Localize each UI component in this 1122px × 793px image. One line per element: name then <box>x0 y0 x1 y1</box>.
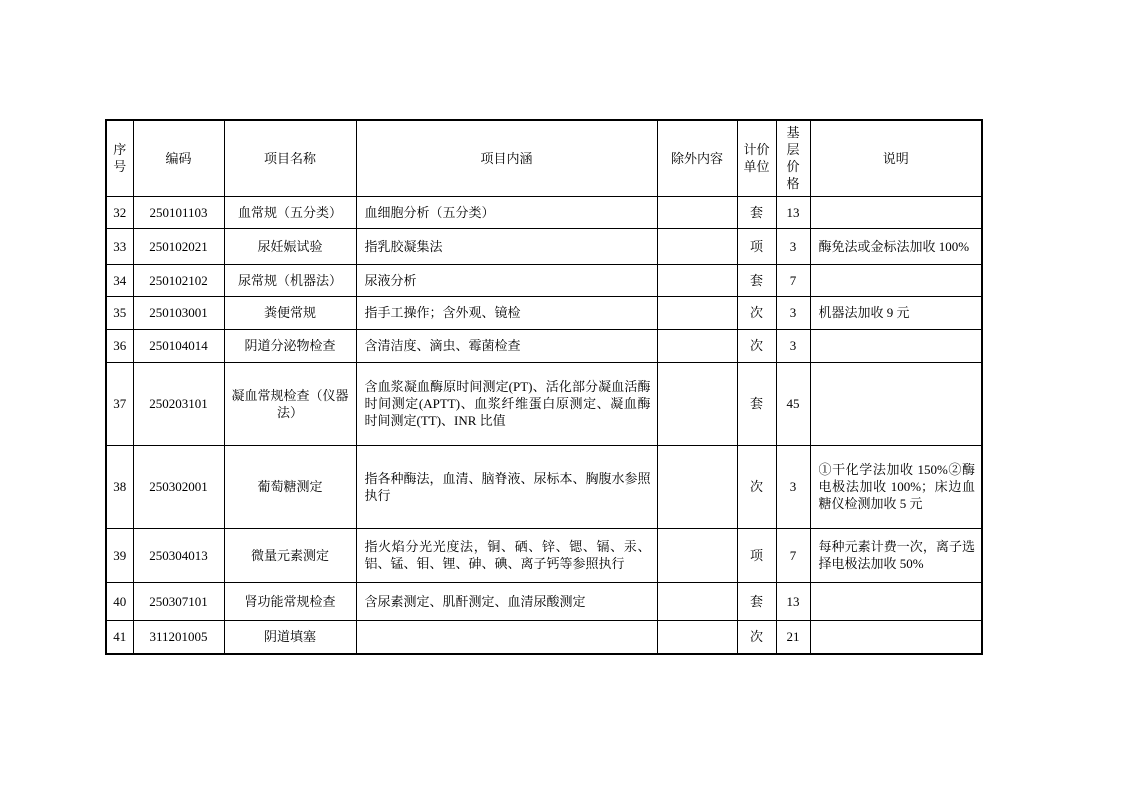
cell-item-content: 尿液分析 <box>356 264 657 296</box>
cell-base-price: 7 <box>776 528 810 582</box>
cell-unit: 项 <box>737 228 776 264</box>
col-header-exclusion <box>657 120 737 196</box>
cell-item-name: 尿妊娠试验 <box>224 228 356 264</box>
cell-code: 250103001 <box>133 296 224 329</box>
cell-note: ①干化学法加收 150%②酶电极法加收 100%；床边血糖仪检测加收 5 元 <box>810 445 982 528</box>
col-header-base-price-label: 基层价格 <box>786 125 800 192</box>
cell-base-price: 3 <box>776 329 810 362</box>
cell-code: 250102102 <box>133 264 224 296</box>
table-row <box>106 296 982 329</box>
col-header-serial <box>106 120 133 196</box>
table-body <box>106 196 982 654</box>
cell-exclusion <box>657 362 737 445</box>
cell-item-content: 指乳胶凝集法 <box>356 228 657 264</box>
cell-base-price: 45 <box>776 362 810 445</box>
cell-exclusion <box>657 329 737 362</box>
cell-serial: 38 <box>106 445 133 528</box>
cell-item-content: 含血浆凝血酶原时间测定(PT)、活化部分凝血活酶时间测定(APTT)、血浆纤维蛋白原测定、凝血酶时间测定(TT)、INR 比值 <box>356 362 657 445</box>
col-header-base-price <box>776 120 810 196</box>
cell-base-price: 7 <box>776 264 810 296</box>
table-row <box>106 445 982 528</box>
cell-base-price: 13 <box>776 582 810 620</box>
cell-unit: 套 <box>737 196 776 228</box>
cell-exclusion <box>657 528 737 582</box>
table-row <box>106 228 982 264</box>
col-header-item-content <box>356 120 657 196</box>
cell-code: 250307101 <box>133 582 224 620</box>
cell-unit: 套 <box>737 362 776 445</box>
cell-item-content: 指手工操作；含外观、镜检 <box>356 296 657 329</box>
cell-note: 机器法加收 9 元 <box>810 296 982 329</box>
cell-unit: 次 <box>737 445 776 528</box>
cell-note <box>810 620 982 654</box>
cell-code: 311201005 <box>133 620 224 654</box>
cell-item-name: 微量元素测定 <box>224 528 356 582</box>
cell-item-name: 尿常规（机器法） <box>224 264 356 296</box>
cell-item-name: 凝血常规检查（仪器法） <box>224 362 356 445</box>
col-header-unit-label: 计价单位 <box>743 142 770 175</box>
table-row <box>106 329 982 362</box>
cell-serial: 41 <box>106 620 133 654</box>
cell-base-price: 3 <box>776 445 810 528</box>
cell-serial: 40 <box>106 582 133 620</box>
cell-item-name: 葡萄糖测定 <box>224 445 356 528</box>
cell-item-name: 阴道分泌物检查 <box>224 329 356 362</box>
cell-item-content <box>356 620 657 654</box>
table-row <box>106 362 982 445</box>
cell-code: 250101103 <box>133 196 224 228</box>
cell-item-name: 血常规（五分类） <box>224 196 356 228</box>
cell-note <box>810 264 982 296</box>
col-header-note-label: 说明 <box>882 150 909 166</box>
cell-item-content: 含清洁度、滴虫、霉菌检查 <box>356 329 657 362</box>
cell-code: 250304013 <box>133 528 224 582</box>
cell-serial: 33 <box>106 228 133 264</box>
cell-base-price: 21 <box>776 620 810 654</box>
cell-code: 250203101 <box>133 362 224 445</box>
col-header-exclusion-label: 除外内容 <box>670 150 723 166</box>
cell-unit: 次 <box>737 620 776 654</box>
cell-item-content: 血细胞分析（五分类） <box>356 196 657 228</box>
cell-exclusion <box>657 196 737 228</box>
cell-note <box>810 329 982 362</box>
cell-base-price: 3 <box>776 296 810 329</box>
medical-service-price-table <box>105 119 983 655</box>
cell-note <box>810 582 982 620</box>
col-header-item-content-label: 项目内涵 <box>480 150 533 166</box>
cell-exclusion <box>657 296 737 329</box>
cell-unit: 次 <box>737 296 776 329</box>
col-header-item-name <box>224 120 356 196</box>
col-header-unit <box>737 120 776 196</box>
cell-unit: 次 <box>737 329 776 362</box>
cell-note <box>810 196 982 228</box>
cell-unit: 套 <box>737 264 776 296</box>
cell-item-content: 含尿素测定、肌酐测定、血清尿酸测定 <box>356 582 657 620</box>
cell-unit: 套 <box>737 582 776 620</box>
col-header-serial-label: 序号 <box>113 142 127 175</box>
cell-serial: 35 <box>106 296 133 329</box>
cell-exclusion <box>657 228 737 264</box>
cell-item-name: 粪便常规 <box>224 296 356 329</box>
cell-note: 酶免法或金标法加收 100% <box>810 228 982 264</box>
cell-serial: 37 <box>106 362 133 445</box>
table-row <box>106 196 982 228</box>
cell-note <box>810 362 982 445</box>
cell-code: 250102021 <box>133 228 224 264</box>
cell-item-content: 指各种酶法，血清、脑脊液、尿标本、胸腹水参照执行 <box>356 445 657 528</box>
cell-item-name: 阴道填塞 <box>224 620 356 654</box>
cell-unit: 项 <box>737 528 776 582</box>
cell-serial: 36 <box>106 329 133 362</box>
header-row <box>106 120 982 196</box>
cell-base-price: 13 <box>776 196 810 228</box>
cell-code: 250302001 <box>133 445 224 528</box>
cell-serial: 34 <box>106 264 133 296</box>
col-header-code <box>133 120 224 196</box>
cell-serial: 39 <box>106 528 133 582</box>
col-header-code-label: 编码 <box>165 150 192 166</box>
cell-exclusion <box>657 264 737 296</box>
cell-exclusion <box>657 445 737 528</box>
cell-exclusion <box>657 582 737 620</box>
col-header-item-name-label: 项目名称 <box>263 150 316 166</box>
col-header-note <box>810 120 982 196</box>
table-row <box>106 264 982 296</box>
cell-item-name: 肾功能常规检查 <box>224 582 356 620</box>
cell-note: 每种元素计费一次，离子选择电极法加收 50% <box>810 528 982 582</box>
cell-exclusion <box>657 620 737 654</box>
table-row <box>106 582 982 620</box>
cell-base-price: 3 <box>776 228 810 264</box>
cell-serial: 32 <box>106 196 133 228</box>
cell-item-content: 指火焰分光光度法，铜、硒、锌、锶、镉、汞、铝、锰、钼、锂、砷、碘、离子钙等参照执行 <box>356 528 657 582</box>
table-row <box>106 620 982 654</box>
cell-code: 250104014 <box>133 329 224 362</box>
table-row <box>106 528 982 582</box>
